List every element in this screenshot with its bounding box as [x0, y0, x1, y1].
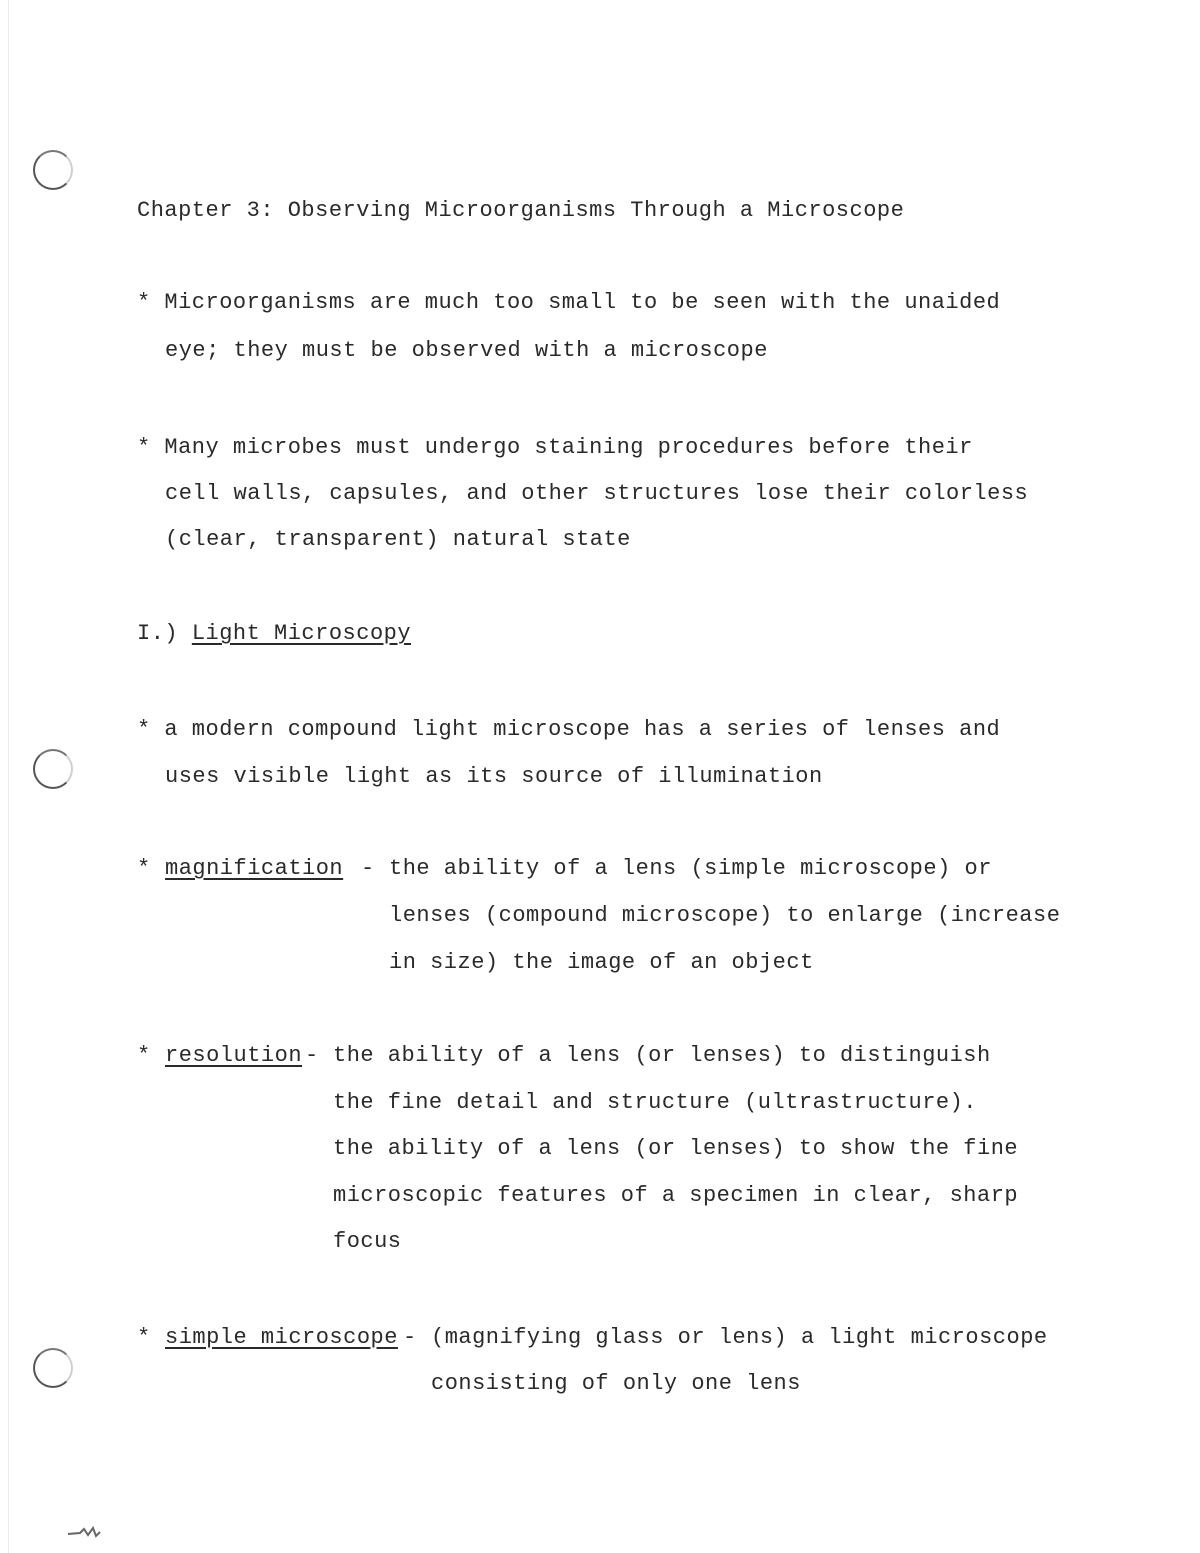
bullet-3-line-2: uses visible light as its source of illumination — [165, 764, 823, 789]
resolution-def-line-3: the ability of a lens (or lenses) to show the fine — [333, 1136, 1019, 1161]
bullet-text: Many microbes must undergo staining procedures before their — [164, 435, 973, 460]
chapter-title: Chapter 3: Observing Microorganisms Through a Microscope — [137, 198, 905, 223]
scan-smudge — [66, 1526, 102, 1540]
simple-microscope-def-line-2: consisting of only one lens — [431, 1371, 801, 1396]
bullet-star: * — [137, 435, 151, 460]
section-title: Light Microscopy — [191, 621, 412, 646]
simple-microscope-term: simple microscope — [165, 1325, 398, 1350]
magnification-star: * — [137, 856, 151, 881]
resolution-star: * — [137, 1043, 151, 1068]
section-number: I.) — [137, 621, 179, 646]
simple-microscope-star: * — [137, 1325, 151, 1350]
bullet-2-line-2: cell walls, capsules, and other structures lose their colorless — [165, 481, 1029, 506]
page-edge — [8, 0, 9, 1553]
section-heading — [137, 621, 411, 647]
resolution-def-line-4: microscopic features of a specimen in clear, sharp — [333, 1183, 1019, 1208]
bullet-1-line-1 — [137, 290, 1000, 316]
resolution-term: resolution — [165, 1043, 303, 1068]
magnification-term: magnification — [165, 856, 344, 881]
magnification-def-line-1: the ability of a lens (simple microscope) or — [389, 856, 992, 881]
simple-microscope-def-line-1: (magnifying glass or lens) a light microscope — [431, 1325, 1048, 1350]
punch-hole-top — [33, 150, 73, 190]
bullet-3-line-1 — [137, 717, 1000, 743]
bullet-text: Microorganisms are much too small to be seen with the unaided — [164, 290, 1001, 315]
bullet-2-line-1 — [137, 435, 973, 461]
magnification-def-line-3: in size) the image of an object — [389, 950, 814, 975]
resolution-def-line-1: the ability of a lens (or lenses) to distinguish — [333, 1043, 991, 1068]
simple-microscope-dash: - — [403, 1325, 417, 1350]
magnification-def-line-2: lenses (compound microscope) to enlarge (increase — [389, 903, 1061, 928]
bullet-2-line-3: (clear, transparent) natural state — [165, 527, 631, 552]
resolution-def-line-5: focus — [333, 1229, 402, 1254]
punch-hole-bottom — [33, 1348, 73, 1388]
punch-hole-middle — [33, 749, 73, 789]
bullet-1-line-2: eye; they must be observed with a microscope — [165, 338, 768, 363]
resolution-dash: - — [305, 1043, 319, 1068]
bullet-text: a modern compound light microscope has a series of lenses and — [164, 717, 1001, 742]
magnification-dash: - — [361, 856, 375, 881]
resolution-def-line-2: the fine detail and structure (ultrastructure). — [333, 1090, 978, 1115]
bullet-star: * — [137, 290, 151, 315]
bullet-star: * — [137, 717, 151, 742]
